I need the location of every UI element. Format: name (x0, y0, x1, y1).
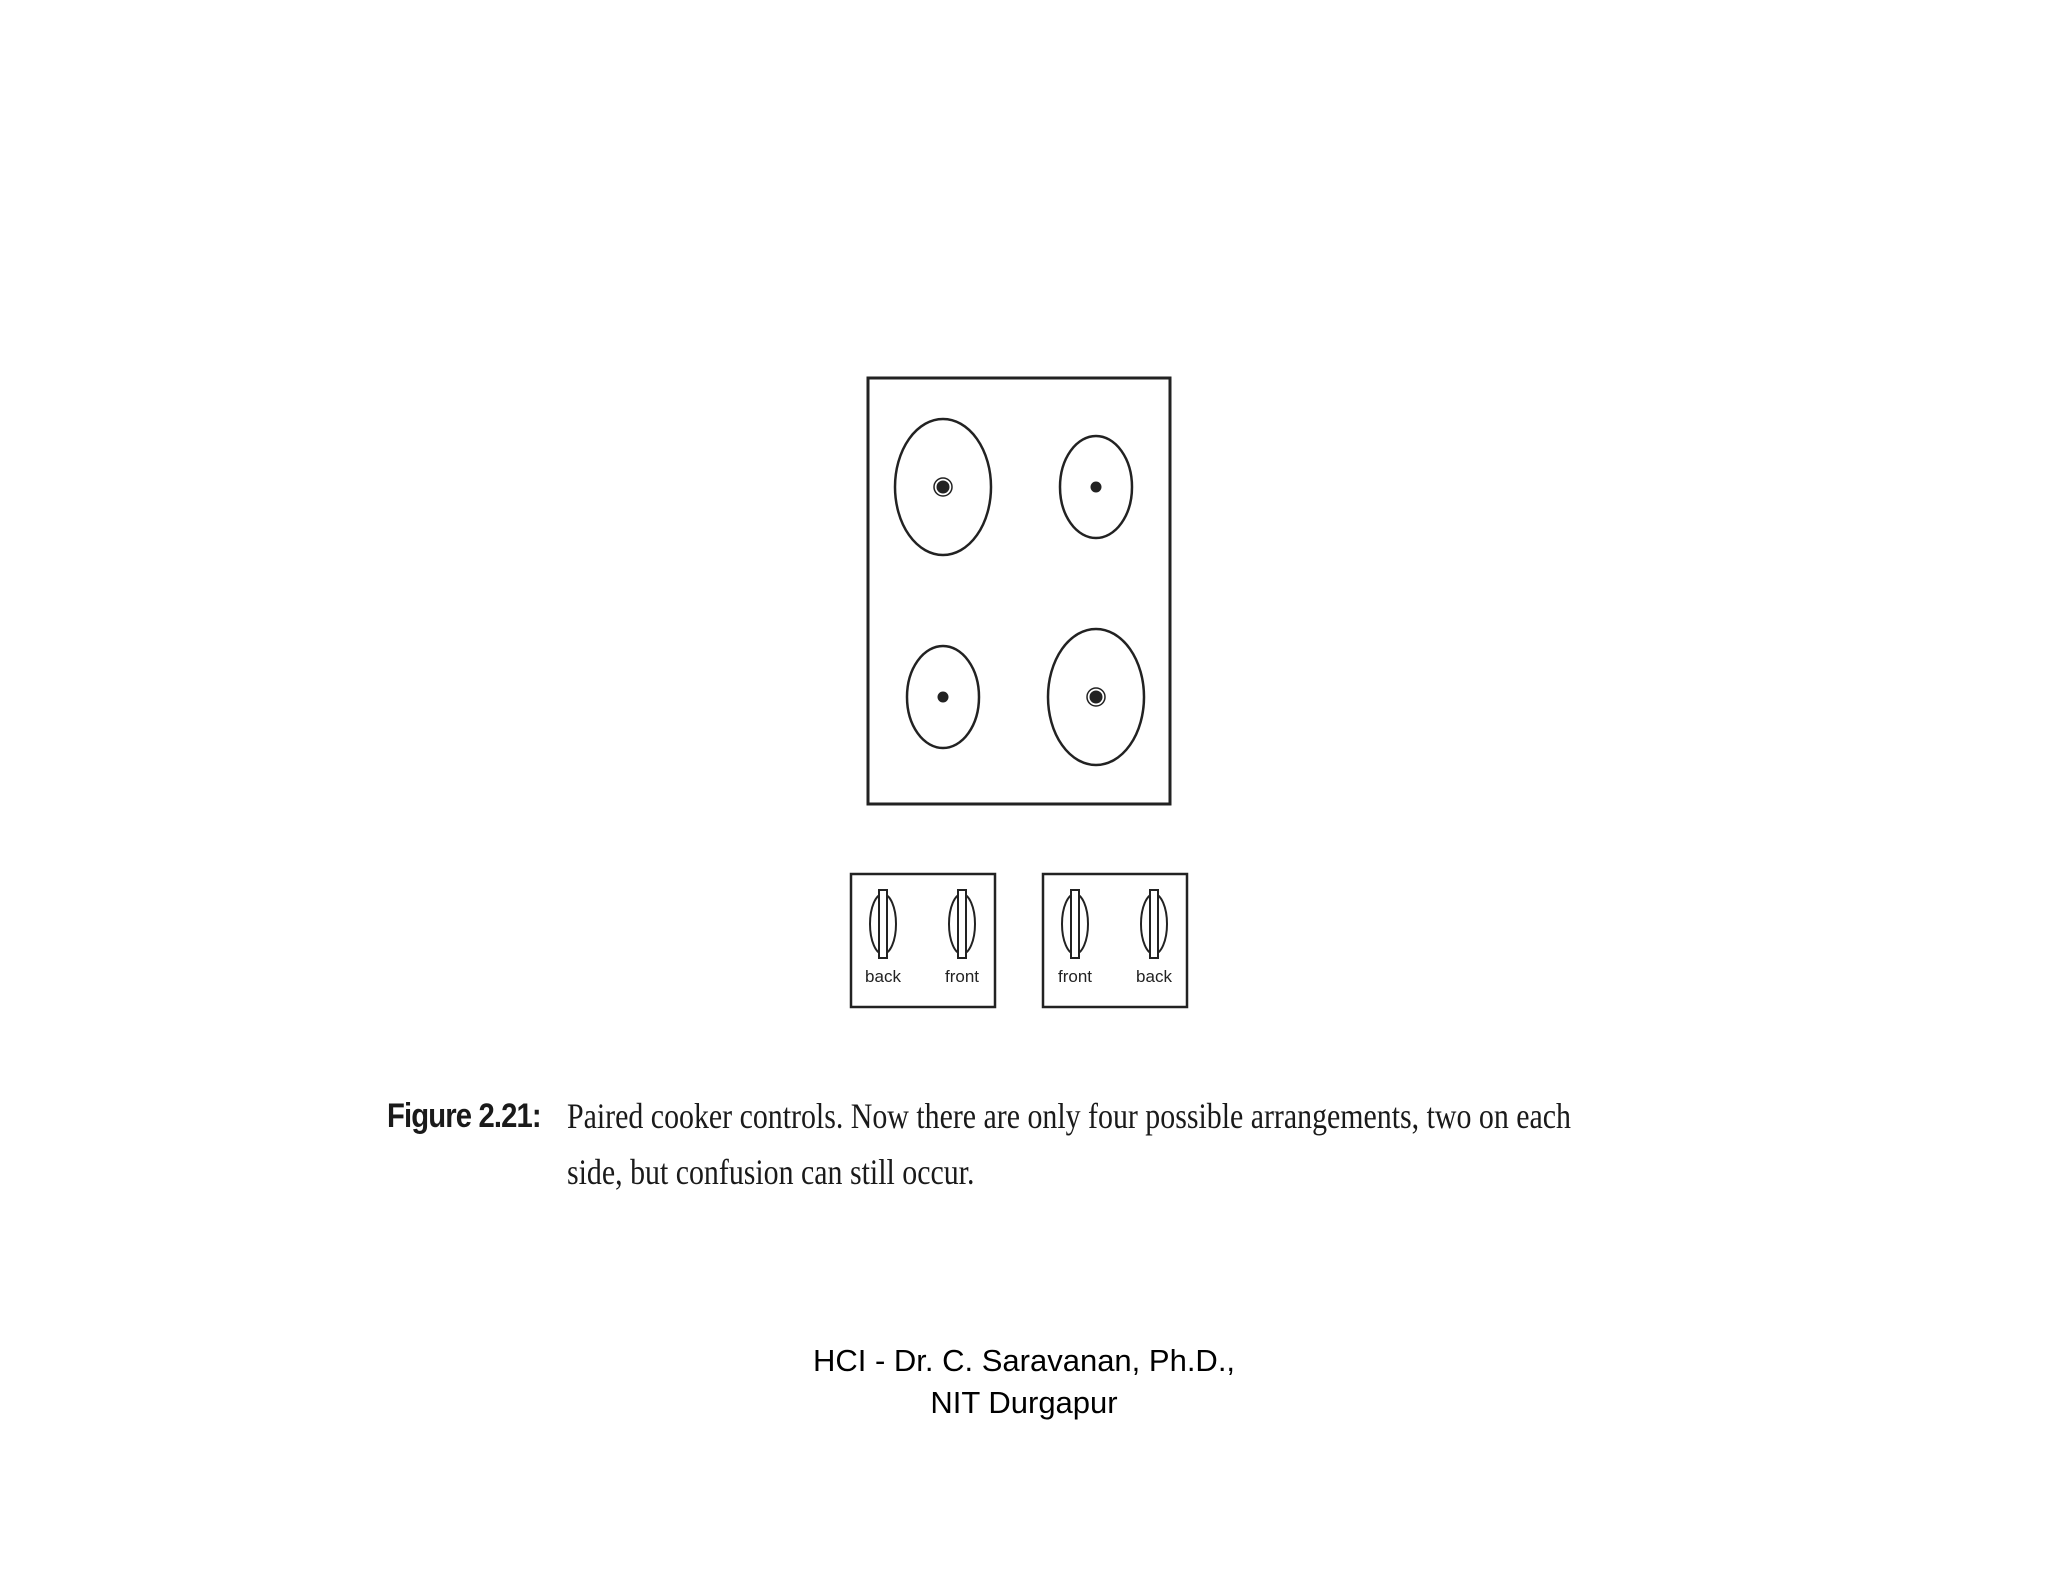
knob-icon (1141, 890, 1167, 958)
knob-icon (1062, 890, 1088, 958)
figure-caption-text (567, 1088, 1638, 1200)
cooktop (868, 378, 1170, 804)
burner-front-right (1048, 629, 1144, 765)
control-panel-right (1043, 874, 1187, 1007)
footer-author: HCI - Dr. C. Saravanan, Ph.D., (812, 1343, 1236, 1378)
figure-caption-line: Paired cooker controls. Now there are only four possible arrangements, two on each (567, 1096, 1571, 1136)
knob-label: front (1057, 967, 1093, 986)
footer-institution: NIT Durgapur (930, 1385, 1118, 1420)
figure-caption-label: Figure 2.21: (387, 1097, 541, 1135)
knob-label: back (865, 967, 901, 986)
burner-back-left (895, 419, 991, 555)
knob-icon (870, 890, 896, 958)
slide-footer (0, 1340, 2048, 1424)
burner-front-left (907, 646, 979, 748)
control-panel-left (851, 874, 995, 1007)
knob-label: back (1136, 967, 1172, 986)
knob-icon (949, 890, 975, 958)
knob-label: front (944, 967, 980, 986)
cooktop-outline (868, 378, 1170, 804)
burner-back-right (1060, 436, 1132, 538)
figure-caption-line: side, but confusion can still occur. (567, 1152, 975, 1192)
